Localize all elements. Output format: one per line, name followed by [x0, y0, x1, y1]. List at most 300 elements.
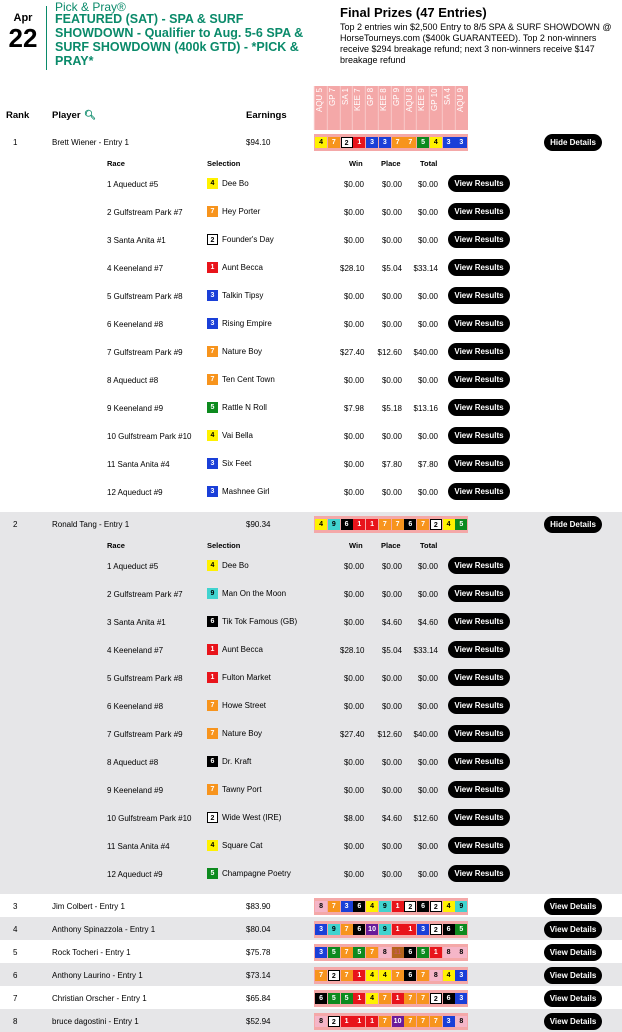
place-amount: $0.00 — [381, 292, 402, 301]
detail-row — [0, 170, 622, 198]
pick-cell: 4 — [315, 519, 327, 530]
horse-number: 7 — [207, 728, 218, 739]
detail-col-selection: Selection — [207, 541, 241, 550]
selection — [207, 812, 281, 823]
detail-row — [0, 198, 622, 226]
prizes-description: Top 2 entries win $2,500 Entry to 8/5 SPA & SURF SHOWDOWN @ HorseTourneys.com ($400k GUARANTEED). Top 2 non-winners receive $294 breakage refund; next 3 non-winners receive $147 breakage refund — [340, 22, 612, 65]
selection — [207, 840, 262, 851]
view-details-button[interactable]: View Details — [544, 921, 602, 938]
horse-name: Nature Boy — [222, 347, 263, 356]
race-name: 11 Santa Anita #4 — [107, 842, 170, 851]
selection — [207, 588, 286, 599]
detail-row — [0, 366, 622, 394]
pick-cell: 3 — [455, 137, 467, 148]
place-amount: $5.04 — [381, 264, 402, 273]
horse-name: Fulton Market — [222, 673, 271, 682]
pick-cell: 8 — [379, 947, 391, 958]
win-amount: $0.00 — [343, 320, 364, 329]
pick-cell: 2 — [404, 901, 416, 912]
horse-name: Tawny Port — [222, 785, 262, 794]
table-row — [0, 1009, 622, 1032]
rank: 6 — [13, 971, 18, 980]
pick-cell: 7 — [341, 947, 353, 958]
place-amount: $0.00 — [381, 870, 402, 879]
detail-row — [0, 776, 622, 804]
table-row — [0, 986, 622, 1009]
view-results-button[interactable]: View Results — [448, 585, 510, 602]
detail-col-selection: Selection — [207, 159, 241, 168]
selection — [207, 672, 271, 683]
view-results-button[interactable]: View Results — [448, 641, 510, 658]
pick-cell: 4 — [379, 970, 391, 981]
search-icon[interactable]: 🔍︎ — [84, 110, 97, 121]
win-amount: $0.00 — [343, 758, 364, 767]
place-amount: $0.00 — [381, 562, 402, 571]
pick-cell: 3 — [417, 924, 429, 935]
horse-number: 7 — [207, 784, 218, 795]
table-row — [0, 963, 622, 986]
total-amount: $0.00 — [417, 870, 438, 879]
race-name: 6 Keeneland #8 — [107, 320, 164, 329]
pick-cell: 7 — [392, 970, 404, 981]
pick-cell: 7 — [404, 137, 416, 148]
horse-name: Howe Street — [222, 701, 267, 710]
selection — [207, 402, 267, 413]
total-amount: $0.00 — [417, 432, 438, 441]
race-header-9: GP 10 — [429, 86, 442, 130]
race-name: 1 Aqueduct #5 — [107, 562, 159, 571]
view-results-button[interactable]: View Results — [448, 837, 510, 854]
pick-cell: 7 — [341, 970, 353, 981]
pick-cell: 2 — [430, 519, 442, 530]
total-amount: $33.14 — [413, 646, 438, 655]
pick-cell: 1 — [341, 1016, 353, 1027]
win-amount: $0.00 — [343, 674, 364, 683]
player-name: Anthony Spinazzola - Entry 1 — [52, 925, 156, 934]
pick-cell: 6 — [417, 901, 429, 912]
win-amount: $27.40 — [340, 730, 365, 739]
horse-number: 6 — [207, 616, 218, 627]
horse-name: Six Feet — [222, 459, 252, 468]
pick-cell: 7 — [404, 993, 416, 1004]
pick-cell: 5 — [353, 947, 365, 958]
view-results-button[interactable]: View Results — [448, 669, 510, 686]
pick-cell: 4 — [366, 970, 378, 981]
detail-row — [0, 254, 622, 282]
pick-cell: 7 — [366, 947, 378, 958]
table-row — [0, 130, 622, 512]
total-amount: $4.60 — [417, 618, 438, 627]
win-amount: $0.00 — [343, 702, 364, 711]
pick-strip — [314, 921, 468, 938]
rank: 8 — [13, 1017, 18, 1026]
earnings: $65.84 — [246, 994, 271, 1003]
earnings: $94.10 — [246, 138, 271, 147]
hide-details-button[interactable]: Hide Details — [544, 134, 602, 151]
place-amount: $0.00 — [381, 432, 402, 441]
pick-cell: 11 — [392, 947, 404, 958]
earnings: $75.78 — [246, 948, 271, 957]
pick-cell: 7 — [430, 1016, 442, 1027]
view-results-button[interactable]: View Results — [448, 315, 510, 332]
pick-cell: 2 — [430, 901, 442, 912]
detail-row — [0, 422, 622, 450]
win-amount: $0.00 — [343, 562, 364, 571]
win-amount: $0.00 — [343, 786, 364, 795]
place-amount: $0.00 — [381, 786, 402, 795]
place-amount: $12.60 — [377, 730, 402, 739]
rank: 5 — [13, 948, 18, 957]
detail-row — [0, 748, 622, 776]
selection — [207, 700, 266, 711]
detail-row — [0, 580, 622, 608]
horse-name: Founder's Day — [222, 235, 274, 244]
pick-cell: 6 — [404, 947, 416, 958]
view-results-button[interactable]: View Results — [448, 343, 510, 360]
detail-row — [0, 450, 622, 478]
pick-cell: 10 — [392, 1016, 404, 1027]
horse-number: 7 — [207, 206, 218, 217]
place-amount: $0.00 — [381, 842, 402, 851]
detail-col-total: Total — [420, 541, 438, 550]
view-results-button[interactable]: View Results — [448, 483, 510, 500]
pick-cell: 6 — [353, 901, 365, 912]
horse-name: Hey Porter — [222, 207, 261, 216]
selection — [207, 458, 251, 469]
pick-cell: 7 — [315, 970, 327, 981]
horse-name: Ten Cent Town — [222, 375, 275, 384]
player-name: Jim Colbert - Entry 1 — [52, 902, 125, 911]
view-results-button[interactable]: View Results — [448, 427, 510, 444]
total-amount: $0.00 — [417, 590, 438, 599]
place-amount: $0.00 — [381, 320, 402, 329]
view-results-button[interactable]: View Results — [448, 371, 510, 388]
place-amount: $0.00 — [381, 376, 402, 385]
horse-number: 3 — [207, 486, 218, 497]
place-amount: $5.18 — [381, 404, 402, 413]
race-name: 9 Keeneland #9 — [107, 786, 164, 795]
view-results-button[interactable]: View Results — [448, 557, 510, 574]
total-amount: $0.00 — [417, 320, 438, 329]
win-amount: $0.00 — [343, 488, 364, 497]
selection — [207, 728, 262, 739]
place-amount: $0.00 — [381, 236, 402, 245]
pick-cell: 7 — [417, 519, 429, 530]
pick-cell: 3 — [379, 137, 391, 148]
detail-row — [0, 394, 622, 422]
pick-cell: 1 — [353, 970, 365, 981]
win-amount: $0.00 — [343, 432, 364, 441]
total-amount: $0.00 — [417, 842, 438, 851]
view-results-button[interactable]: View Results — [448, 175, 510, 192]
race-header-6: GP 9 — [391, 86, 404, 130]
race-header-10: SA 4 — [442, 86, 455, 130]
total-amount: $12.60 — [413, 814, 438, 823]
player-name: Ronald Tang - Entry 1 — [52, 520, 130, 529]
place-amount: $4.60 — [381, 814, 402, 823]
pick-cell: 1 — [392, 924, 404, 935]
pick-strip — [314, 134, 468, 151]
pick-cell: 6 — [404, 519, 416, 530]
race-header-8: KEE 9 — [416, 86, 429, 130]
horse-name: Talkin Tipsy — [222, 291, 264, 300]
pick-cell: 7 — [379, 1016, 391, 1027]
pick-cell: 5 — [341, 993, 353, 1004]
horse-number: 1 — [207, 672, 218, 683]
horse-number: 7 — [207, 374, 218, 385]
selection — [207, 262, 263, 273]
prizes-title: Final Prizes (47 Entries) — [340, 5, 487, 20]
horse-number: 6 — [207, 756, 218, 767]
view-results-button[interactable]: View Results — [448, 753, 510, 770]
view-results-button[interactable]: View Results — [448, 399, 510, 416]
view-details-button[interactable]: View Details — [544, 967, 602, 984]
detail-row — [0, 832, 622, 860]
detail-row — [0, 636, 622, 664]
place-amount: $0.00 — [381, 590, 402, 599]
pick-cell: 4 — [430, 137, 442, 148]
win-amount: $28.10 — [340, 264, 365, 273]
pick-strip — [314, 516, 468, 533]
detail-col-win: Win — [349, 541, 363, 550]
total-amount: $0.00 — [417, 674, 438, 683]
pick-cell: 8 — [455, 1016, 467, 1027]
rank: 3 — [13, 902, 18, 911]
pick-cell: 1 — [392, 901, 404, 912]
selection — [207, 644, 263, 655]
horse-number: 4 — [207, 560, 218, 571]
pick-cell: 6 — [353, 924, 365, 935]
place-amount: $0.00 — [381, 674, 402, 683]
horse-name: Rising Empire — [222, 319, 272, 328]
player-name: Rock Tocheri - Entry 1 — [52, 948, 131, 957]
player-name: bruce dagostini - Entry 1 — [52, 1017, 139, 1026]
race-header-4: GP 8 — [365, 86, 378, 130]
pick-cell: 8 — [443, 947, 455, 958]
race-name: 10 Gulfstream Park #10 — [107, 432, 192, 441]
pick-cell: 1 — [353, 1016, 365, 1027]
win-amount: $0.00 — [343, 842, 364, 851]
view-results-button[interactable]: View Results — [448, 203, 510, 220]
race-header-3: KEE 7 — [352, 86, 365, 130]
pick-cell: 1 — [430, 947, 442, 958]
horse-number: 3 — [207, 318, 218, 329]
pick-cell: 7 — [392, 519, 404, 530]
pick-cell: 4 — [366, 993, 378, 1004]
view-details-button[interactable]: View Details — [544, 990, 602, 1007]
race-name: 7 Gulfstream Park #9 — [107, 730, 183, 739]
selection — [207, 290, 263, 301]
total-amount: $0.00 — [417, 180, 438, 189]
view-details-button[interactable]: View Details — [544, 944, 602, 961]
place-amount: $0.00 — [381, 488, 402, 497]
selection — [207, 178, 249, 189]
win-amount: $27.40 — [340, 348, 365, 357]
total-amount: $13.16 — [413, 404, 438, 413]
total-amount: $7.80 — [417, 460, 438, 469]
prizes-panel — [340, 5, 615, 66]
race-header-7: AQU 8 — [404, 86, 417, 130]
total-amount: $0.00 — [417, 758, 438, 767]
pick-cell: 7 — [379, 519, 391, 530]
win-amount: $0.00 — [343, 292, 364, 301]
race-name: 5 Gulfstream Park #8 — [107, 674, 183, 683]
view-results-button[interactable]: View Results — [448, 809, 510, 826]
race-name: 11 Santa Anita #4 — [107, 460, 170, 469]
race-name: 4 Keeneland #7 — [107, 646, 164, 655]
pick-cell: 5 — [455, 519, 467, 530]
place-amount: $0.00 — [381, 208, 402, 217]
detail-row — [0, 608, 622, 636]
horse-number: 2 — [207, 812, 218, 823]
view-results-button[interactable]: View Results — [448, 613, 510, 630]
player-name: Christian Orscher - Entry 1 — [52, 994, 147, 1003]
place-amount: $0.00 — [381, 758, 402, 767]
total-amount: $40.00 — [413, 730, 438, 739]
horse-name: Square Cat — [222, 841, 263, 850]
pick-cell: 3 — [443, 137, 455, 148]
horse-name: Champagne Poetry — [222, 869, 291, 878]
win-amount: $7.98 — [343, 404, 364, 413]
pick-cell: 10 — [366, 924, 378, 935]
pick-cell: 2 — [430, 993, 442, 1004]
detail-row — [0, 860, 622, 888]
win-amount: $0.00 — [343, 208, 364, 217]
total-amount: $33.14 — [413, 264, 438, 273]
horse-number: 3 — [207, 290, 218, 301]
horse-name: Man On the Moon — [222, 589, 287, 598]
total-amount: $0.00 — [417, 562, 438, 571]
table-header — [0, 86, 622, 130]
table-row — [0, 894, 622, 917]
view-results-button[interactable]: View Results — [448, 455, 510, 472]
selection — [207, 868, 291, 879]
pick-cell: 2 — [430, 924, 442, 935]
pick-cell: 9 — [328, 924, 340, 935]
pick-cell: 3 — [315, 924, 327, 935]
view-results-button[interactable]: View Results — [448, 781, 510, 798]
total-amount: $0.00 — [417, 292, 438, 301]
pick-cell: 6 — [315, 993, 327, 1004]
view-results-button[interactable]: View Results — [448, 259, 510, 276]
selection — [207, 784, 262, 795]
pick-cell: 1 — [353, 519, 365, 530]
win-amount: $28.10 — [340, 646, 365, 655]
rank: 4 — [13, 925, 18, 934]
pick-cell: 6 — [443, 924, 455, 935]
selection — [207, 234, 274, 245]
pick-cell: 3 — [455, 970, 467, 981]
pick-cell: 5 — [328, 947, 340, 958]
horse-number: 1 — [207, 644, 218, 655]
win-amount: $0.00 — [343, 376, 364, 385]
win-amount: $8.00 — [343, 814, 364, 823]
earnings: $90.34 — [246, 520, 271, 529]
pick-cell: 9 — [455, 901, 467, 912]
detail-row — [0, 664, 622, 692]
detail-row — [0, 282, 622, 310]
pick-cell: 7 — [341, 924, 353, 935]
pick-cell: 9 — [379, 901, 391, 912]
horse-number: 5 — [207, 402, 218, 413]
rank: 2 — [13, 520, 18, 529]
detail-row — [0, 692, 622, 720]
total-amount: $0.00 — [417, 376, 438, 385]
horse-number: 7 — [207, 700, 218, 711]
place-amount: $0.00 — [381, 702, 402, 711]
race-name: 1 Aqueduct #5 — [107, 180, 159, 189]
pick-cell: 5 — [328, 993, 340, 1004]
pick-cell: 3 — [366, 137, 378, 148]
horse-number: 5 — [207, 868, 218, 879]
total-amount: $0.00 — [417, 702, 438, 711]
pick-cell: 2 — [341, 137, 353, 148]
pick-cell: 3 — [341, 901, 353, 912]
win-amount: $0.00 — [343, 590, 364, 599]
col-earnings: Earnings — [246, 110, 287, 121]
horse-name: Aunt Becca — [222, 645, 263, 654]
detail-row — [0, 720, 622, 748]
table-row — [0, 940, 622, 963]
view-results-button[interactable]: View Results — [448, 865, 510, 882]
pick-cell: 9 — [328, 519, 340, 530]
detail-col-total: Total — [420, 159, 438, 168]
pick-cell: 4 — [366, 901, 378, 912]
pick-cell: 2 — [328, 970, 340, 981]
divider — [46, 6, 47, 70]
pick-cell: 7 — [328, 137, 340, 148]
horse-name: Dee Bo — [222, 561, 249, 570]
horse-number: 4 — [207, 840, 218, 851]
rank: 1 — [13, 138, 18, 147]
horse-name: Dr. Kraft — [222, 757, 252, 766]
pick-cell: 7 — [417, 970, 429, 981]
total-amount: $0.00 — [417, 786, 438, 795]
horse-number: 4 — [207, 178, 218, 189]
race-name: 2 Gulfstream Park #7 — [107, 208, 183, 217]
detail-row — [0, 226, 622, 254]
hide-details-button[interactable]: Hide Details — [544, 516, 602, 533]
race-name: 3 Santa Anita #1 — [107, 618, 166, 627]
pick-cell: 2 — [328, 1016, 340, 1027]
view-results-button[interactable]: View Results — [448, 697, 510, 714]
detail-row — [0, 310, 622, 338]
view-details-button[interactable]: View Details — [544, 1013, 602, 1030]
win-amount: $0.00 — [343, 180, 364, 189]
detail-row — [0, 338, 622, 366]
place-amount: $12.60 — [377, 348, 402, 357]
pick-cell: 5 — [417, 137, 429, 148]
pick-cell: 1 — [353, 993, 365, 1004]
pick-cell: 4 — [443, 519, 455, 530]
pick-cell: 8 — [315, 901, 327, 912]
view-results-button[interactable]: View Results — [448, 231, 510, 248]
pick-cell: 4 — [443, 901, 455, 912]
player-name: Brett Wiener - Entry 1 — [52, 138, 129, 147]
col-rank: Rank — [6, 110, 30, 121]
pick-cell: 6 — [443, 993, 455, 1004]
pick-cell: 3 — [455, 993, 467, 1004]
view-results-button[interactable]: View Results — [448, 287, 510, 304]
horse-name: Tik Tok Famous (GB) — [222, 617, 298, 626]
selection — [207, 756, 251, 767]
pick-cell: 4 — [443, 970, 455, 981]
view-details-button[interactable]: View Details — [544, 898, 602, 915]
pick-cell: 1 — [353, 137, 365, 148]
detail-col-place: Place — [381, 159, 401, 168]
view-results-button[interactable]: View Results — [448, 725, 510, 742]
pick-cell: 1 — [366, 519, 378, 530]
